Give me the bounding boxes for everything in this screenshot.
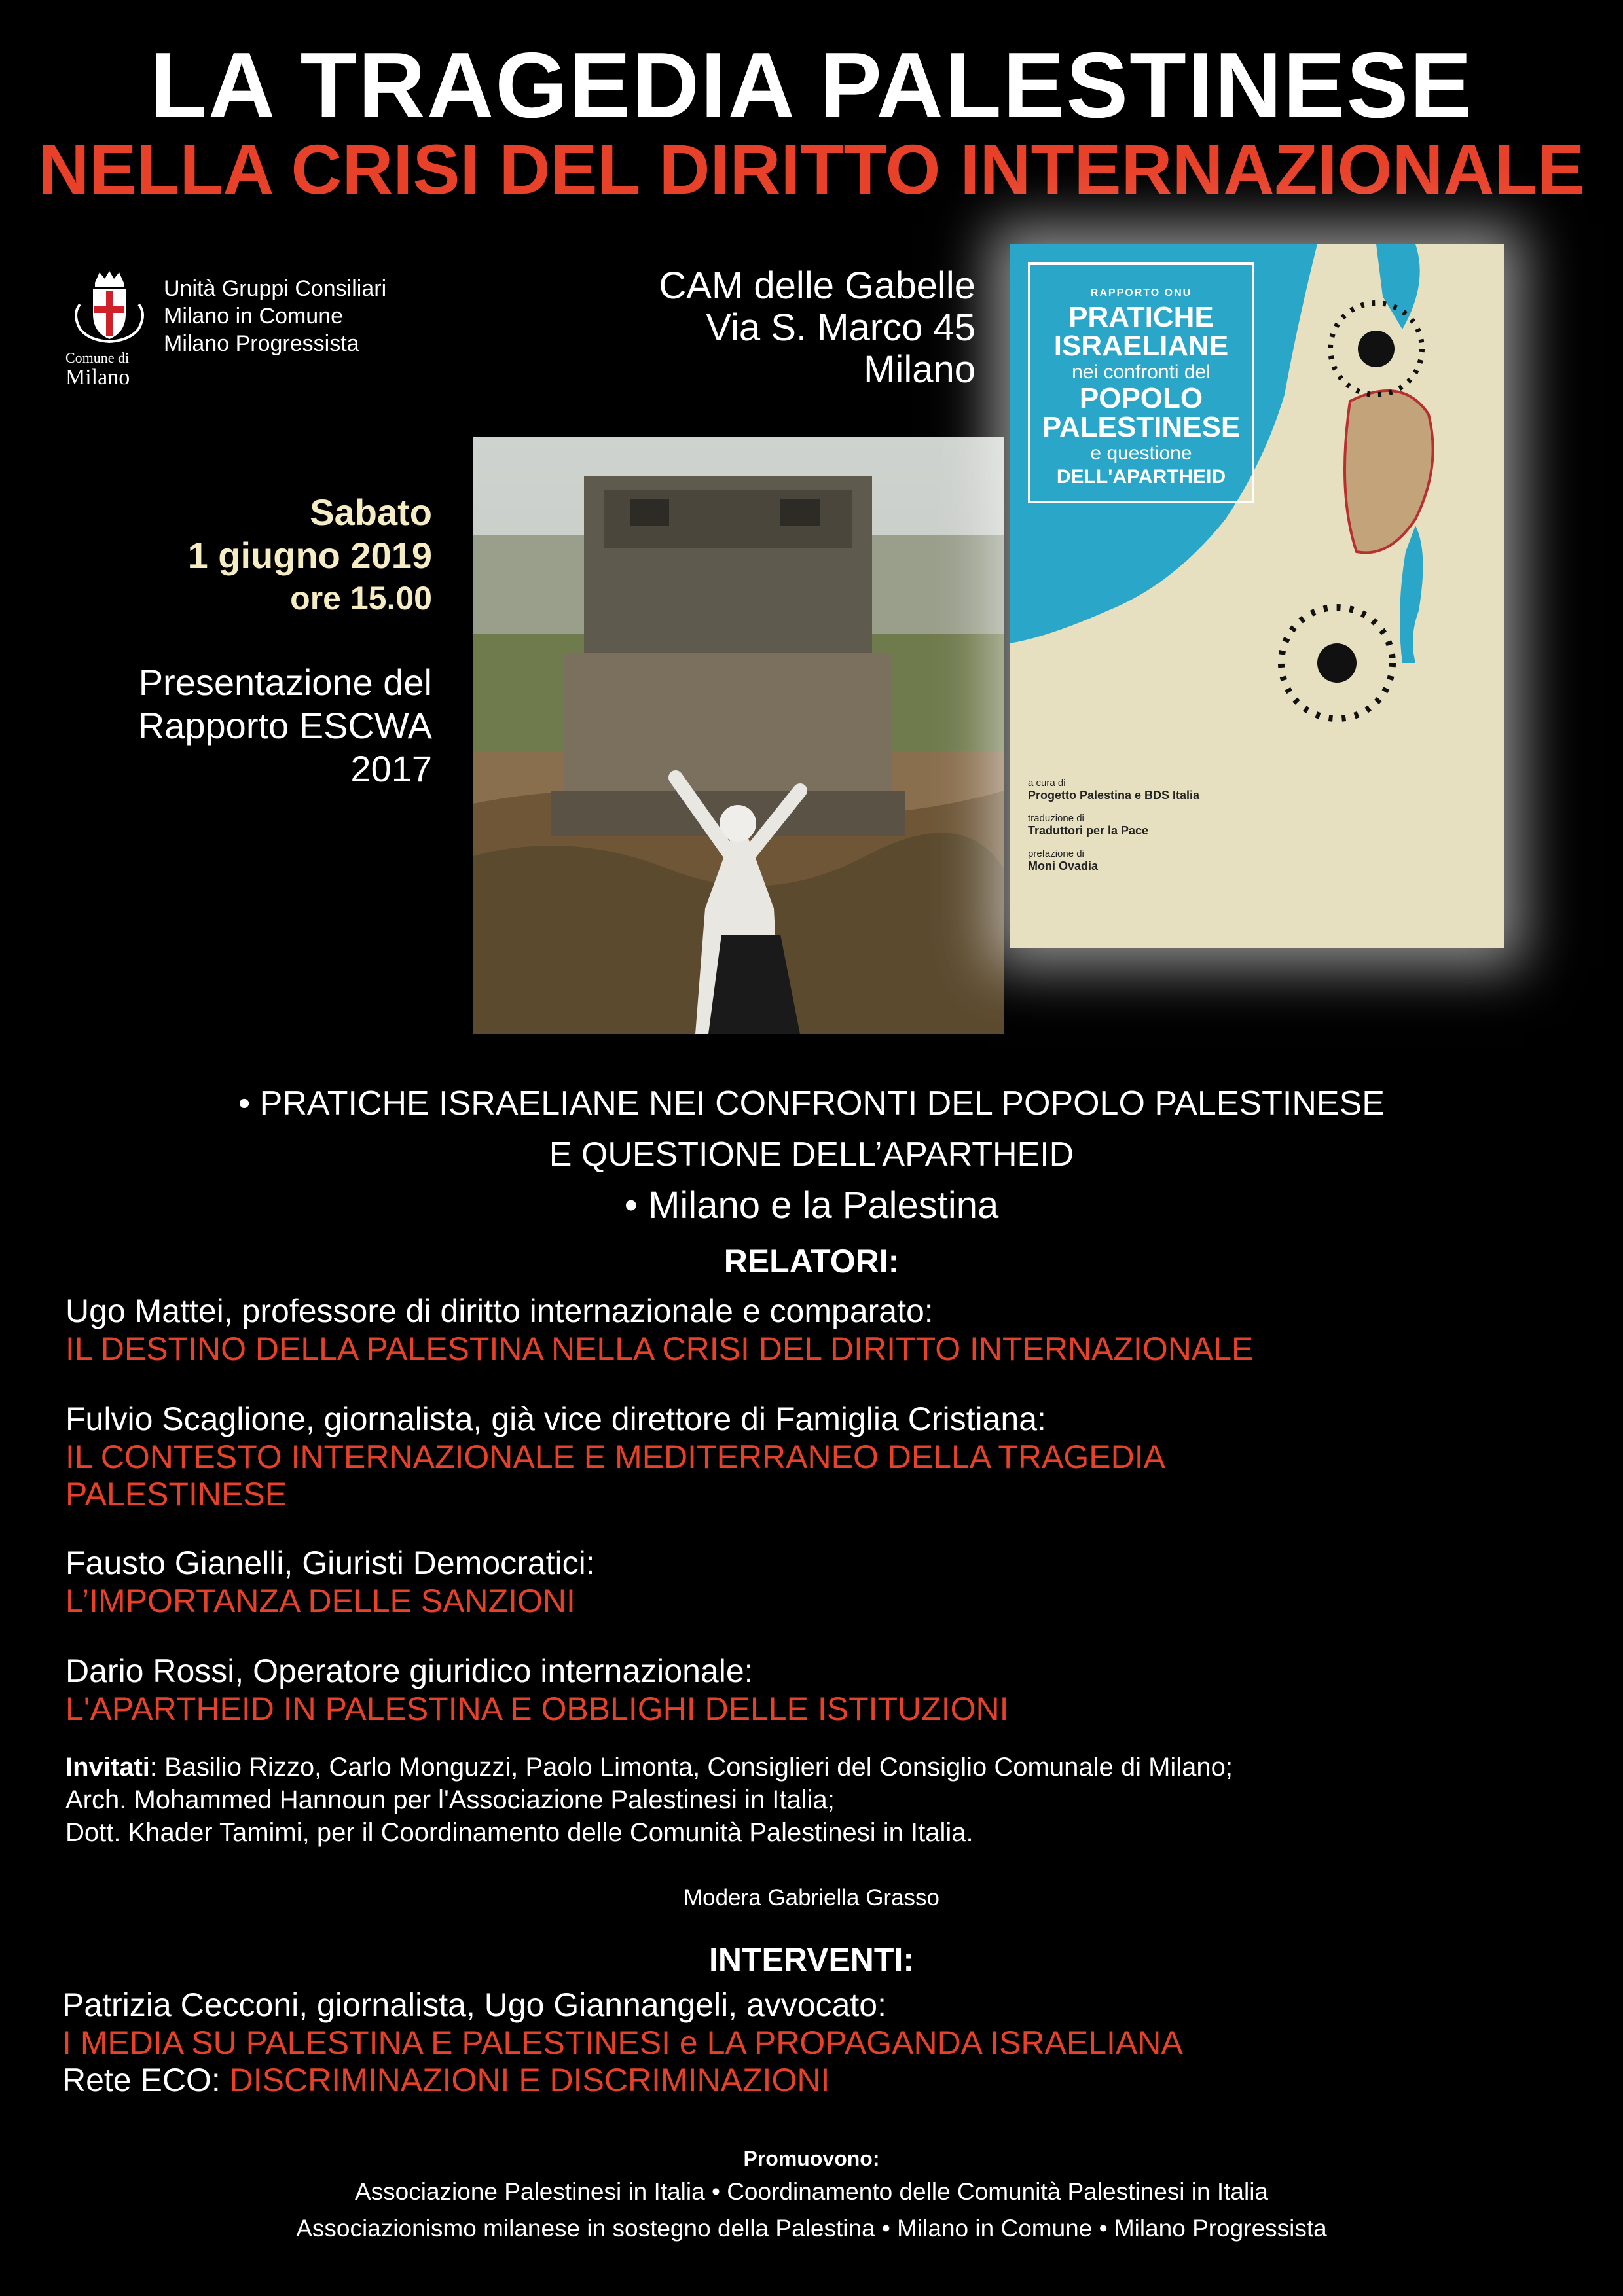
speaker-block — [65, 1293, 1571, 1368]
book-title-3: nei confronti del — [1072, 361, 1211, 383]
event-day: Sabato — [310, 492, 432, 533]
intervention-title: I MEDIA SU PALESTINA E PALESTINESI e LA PROPAGANDA ISRAELIANA — [62, 2024, 1183, 2061]
credit-label: prefazione di — [1028, 848, 1084, 859]
book-title-2: ISRAELIANE — [1053, 330, 1229, 362]
intervention-eco — [62, 2062, 1568, 2100]
venue-address: Via S. Marco 45 — [706, 306, 976, 349]
book-title-box — [1028, 262, 1254, 503]
speaker-block — [65, 1653, 1571, 1728]
book-credits — [1028, 778, 1199, 873]
invited-guests — [65, 1751, 1571, 1849]
credit-label: a cura di — [1028, 778, 1066, 789]
invited-line: Dott. Khader Tamimi, per il Coordinamento delle Comunità Palestinesi in Italia. — [65, 1818, 974, 1847]
bulldozer-photo — [473, 437, 1004, 1034]
venue-city: Milano — [864, 348, 976, 391]
presentation-line: Rapporto ESCWA — [137, 705, 432, 746]
eco-label: Rete ECO: — [62, 2062, 230, 2098]
logo-line-2: Milano — [65, 365, 130, 389]
presentation — [39, 661, 432, 791]
speaker-name: Dario Rossi, Operatore giuridico internazionale: — [65, 1653, 754, 1689]
invited-line — [65, 1751, 1571, 1784]
interventi-heading-text: INTERVENTI: — [709, 1941, 914, 1978]
invited-label: Invitati — [65, 1753, 150, 1782]
speaker-block — [65, 1545, 1571, 1620]
invited-text: : Basilio Rizzo, Carlo Monguzzi, Paolo Limonta, Consiglieri del Consiglio Comunale di Milano; — [149, 1753, 1233, 1782]
presentation-line: 2017 — [350, 748, 432, 789]
logo-line-1: Comune di — [65, 350, 130, 366]
promoters-line: Associazionismo milanese in sostegno della Palestina • Milano in Comune • Milano Progressista — [296, 2215, 1327, 2242]
venue — [498, 265, 976, 391]
book-title-6: e questione — [1090, 442, 1192, 464]
talk-title: L’IMPORTANZA DELLE SANZIONI — [65, 1582, 575, 1619]
interventi-heading — [0, 1941, 1623, 1979]
speaker-name: Fausto Gianelli, Giuristi Democratici: — [65, 1545, 595, 1581]
page-subtitle: NELLA CRISI DEL DIRITTO INTERNAZIONALE — [38, 130, 1585, 209]
credit-text: Moni Ovadia — [1028, 859, 1099, 872]
intervention-speakers: Patrizia Cecconi, giornalista, Ugo Giannangeli, avvocato: — [62, 1986, 887, 2023]
book-title-4: POPOLO — [1079, 382, 1203, 414]
event-date-text: 1 giugno 2019 — [187, 535, 432, 576]
organizers — [164, 275, 386, 357]
event-date — [39, 491, 432, 619]
promoters — [0, 2144, 1623, 2247]
book-title-7: DELL'APARTHEID — [1056, 466, 1226, 488]
book-title-1: PRATICHE — [1068, 301, 1214, 333]
book-cover — [1010, 244, 1504, 948]
promoters-line: Associazione Palestinesi in Italia • Coordinamento delle Comunità Palestinesi in Italia — [354, 2178, 1269, 2205]
credit-text: Traduttori per la Pace — [1028, 824, 1149, 837]
promoters-heading: Promuovono: — [743, 2147, 880, 2170]
relatori-heading-text: RELATORI: — [723, 1243, 900, 1280]
page-title: LA TRAGEDIA PALESTINESE — [150, 33, 1473, 137]
eco-talk: DISCRIMINAZIONI E DISCRIMINAZIONI — [229, 2062, 830, 2098]
organizer-line: Milano Progressista — [164, 331, 359, 356]
talk-title: L'APARTHEID IN PALESTINA E OBBLIGHI DELLE ISTITUZIONI — [65, 1690, 1009, 1727]
credit-label: traduzione di — [1028, 813, 1084, 824]
talk-title: IL CONTESTO INTERNAZIONALE E MEDITERRANEO DELLA TRAGEDIA PALESTINESE — [65, 1438, 1164, 1513]
invited-line: Arch. Mohammed Hannoun per l'Associazione Palestinesi in Italia; — [65, 1785, 835, 1814]
presentation-line: Presentazione del — [138, 662, 432, 703]
talk-title: IL DESTINO DELLA PALESTINA NELLA CRISI DEL DIRITTO INTERNAZIONALE — [65, 1330, 1254, 1367]
speaker-block — [65, 1401, 1375, 1514]
credit-text: Progetto Palestina e BDS Italia — [1028, 789, 1200, 802]
comune-milano-logo — [65, 268, 154, 389]
event-time: ore 15.00 — [290, 580, 432, 617]
speaker-name: Fulvio Scaglione, giornalista, già vice direttore di Famiglia Cristiana: — [65, 1401, 1046, 1437]
speaker-name: Ugo Mattei, professore di diritto internazionale e comparato: — [65, 1293, 934, 1329]
relatori-heading — [0, 1242, 1623, 1280]
topic-line: • Milano e la Palestina — [624, 1184, 999, 1227]
organizer-line: Milano in Comune — [164, 304, 344, 329]
organizer-line: Unità Gruppi Consiliari — [164, 276, 387, 301]
venue-name: CAM delle Gabelle — [659, 264, 976, 307]
book-title-5: PALESTINESE — [1042, 411, 1241, 443]
coat-of-arms-icon — [65, 268, 154, 347]
interventi-block — [62, 1986, 1568, 2100]
topic-line: E QUESTIONE DELL’APARTHEID — [549, 1136, 1074, 1174]
topic-line: • PRATICHE ISRAELIANE NEI CONFRONTI DEL POPOLO PALESTINESE — [238, 1085, 1385, 1122]
book-kicker: RAPPORTO ONU — [1090, 287, 1192, 298]
moderator: Modera Gabriella Grasso — [684, 1885, 939, 1910]
